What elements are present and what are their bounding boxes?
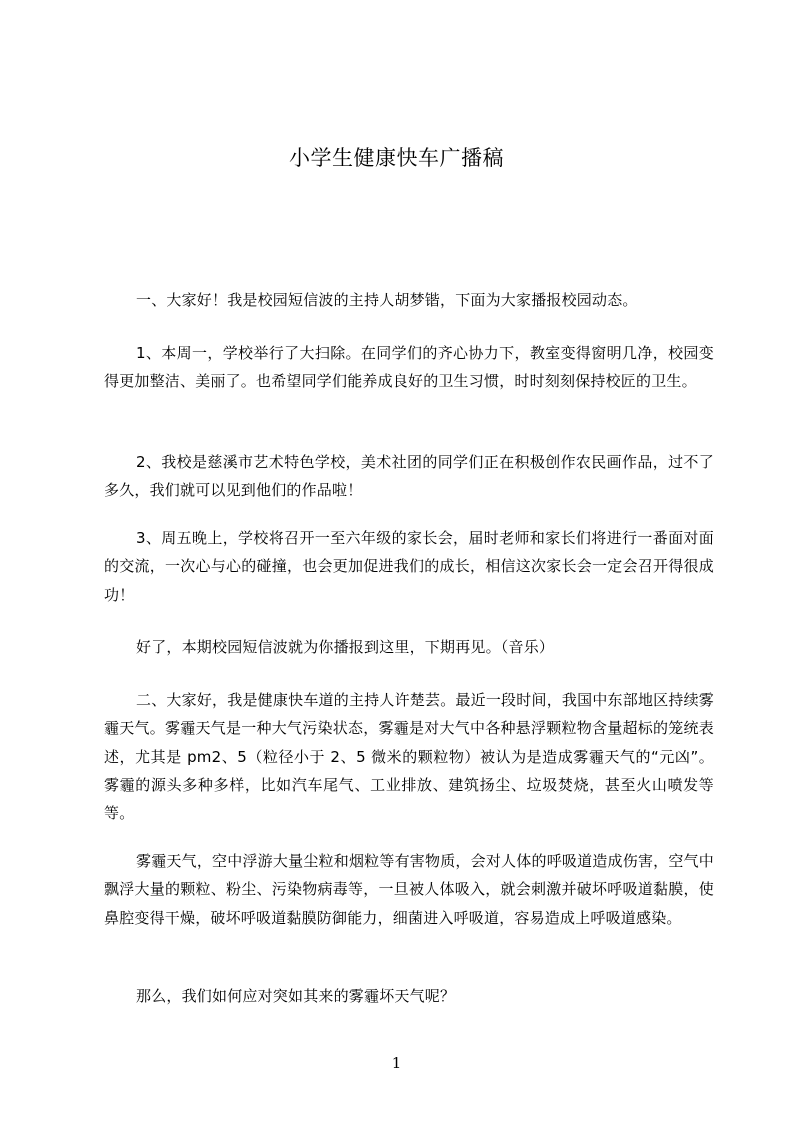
paragraph-item-2: 2、我校是慈溪市艺术特色学校，美术社团的同学们正在积极创作农民画作品，过不了多久，我们就可以见到他们的作品啦！ — [104, 453, 714, 500]
document-title: 小学生健康快车广播稿 — [289, 146, 504, 170]
paragraph-question: 那么，我们如何应对突如其来的雾霾坏天气呢？ — [136, 987, 456, 1005]
paragraph-smog-effects: 雾霾天气，空中浮游大量尘粒和烟粒等有害物质，会对人体的呼吸道造成伤害，空气中飘浮大量的颗粒、粉尘、污染物病毒等，一旦被人体吸入，就会刺激并破坏呼吸道黏膜，使鼻腔变得干燥，破坏呼吸道黏膜防御能力，细菌进入呼吸道，容易造成上呼吸道感染。 — [104, 852, 714, 927]
paragraph-closing: 好了，本期校园短信波就为你播报到这里，下期再见。（音乐） — [136, 638, 555, 656]
page-number: 1 — [391, 1054, 402, 1072]
paragraph-intro: 一、大家好！我是校园短信波的主持人胡梦锴，下面为大家播报校园动态。 — [136, 291, 638, 309]
paragraph-section-2: 二、大家好，我是健康快车道的主持人许楚芸。最近一段时间，我国中东部地区持续雾霾天气。雾霾天气是一种大气污染状态，雾霾是对大气中各种悬浮颗粒物含量超标的笼统表述，尤其是 pm2、5（粒径小于 2、5 微米的颗粒物）被认为是造成雾霾天气的“元凶”。雾霾的源头多种多样，比如汽车尾气、工业排放、建筑扬尘、垃圾焚烧，甚至火山喷发等等。 — [104, 691, 714, 823]
paragraph-item-3: 3、周五晚上，学校将召开一至六年级的家长会，届时老师和家长们将进行一番面对面的交流，一次心与心的碰撞，也会更加促进我们的成长，相信这次家长会一定会召开得很成功！ — [104, 529, 714, 604]
paragraph-item-1: 1、本周一，学校举行了大扫除。在同学们的齐心协力下，教室变得窗明几净，校园变得更加整洁、美丽了。也希望同学们能养成良好的卫生习惯，时时刻刻保持校匠的卫生。 — [104, 344, 714, 391]
